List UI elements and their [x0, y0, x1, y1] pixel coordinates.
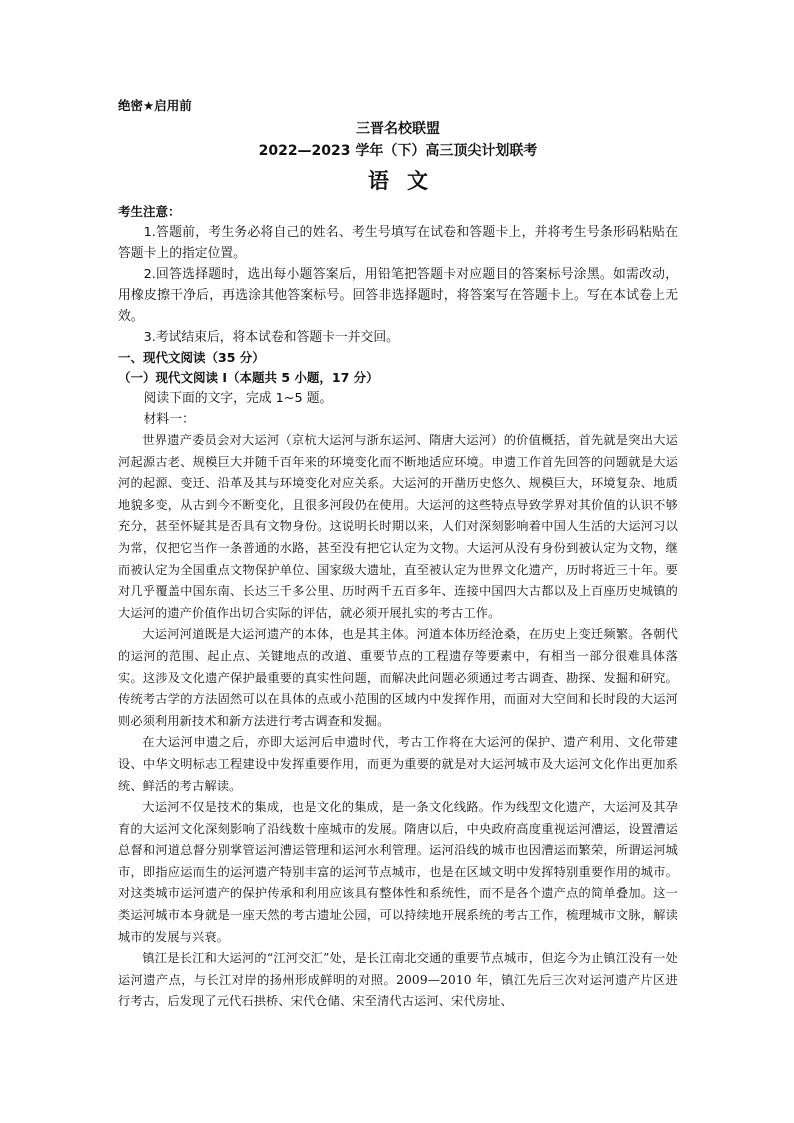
exam-page [118, 96, 678, 1013]
exam-title: 2022—2023 学年（下）高三顶尖计划联考 [258, 143, 538, 159]
passage-paragraph-1: 世界遗产委员会对大运河（京杭大运河与浙东运河、隋唐大运河）的价值概括，首先就是突出大运河起源古老、规模巨大并随千百年来的环境变化而不断地适应环境。申遗工作首先回答的问题就是大运河的起源、变迁、沿革及其与环境变化对应关系。大运河的开凿历史悠久、规模巨大，环境复杂、地质地貌多变，从古到今不断变化，且很多河段仍在使用。大运河的这些特点导致学界对其价值的认识不够充分，甚至怀疑其是否具有文物身份。这说明长时期以来，人们对深刻影响着中国人生活的大运河习以为常，仅把它当作一条普通的水路，甚至没有把它认定为文物。大运河从没有身份到被认定为文物，继而被认定为全国重点文物保护单位、国家级大遗址，直至被认定为世界文化遗产，历时将近三十年。要对几乎覆盖中国东南、长达三千多公里、历时两千五百多年、连接中国四大古都以及上百座历史城镇的大运河的遗产价值作出切合实际的评估，就必须开展扎实的考古工作。 [118, 433, 678, 620]
passage-paragraph-3: 在大运河申遗之后，亦即大运河后申遗时代，考古工作将在大运河的保护、遗产利用、文化带建设、中华文明标志工程建设中发挥重要作用，而更为重要的就是对大运河城市及大运河文化作出更加系统、鲜活的考古解读。 [118, 735, 678, 793]
notice-item-3: 3.考试结束后，将本试卷和答题卡一并交回。 [143, 330, 399, 345]
section-heading: 一、现代文阅读（35 分） [118, 350, 265, 365]
notice-item-1: 1.答题前，考生务必将自己的姓名、考生号填写在试卷和答题卡上，并将考生号条形码粘贴在答题卡上的指定位置。 [118, 225, 678, 261]
passage-paragraph-4: 大运河不仅是技术的集成，也是文化的集成，是一条文化线路。作为线型文化遗产，大运河及其孕育的大运河文化深刻影响了沿线数十座城市的发展。隋唐以后，中央政府高度重视运河漕运，设置漕运总督和河道总督分别掌管运河漕运管理和运河水利管理。运河沿线的城市也因漕运而繁荣，所谓运河城市，即指应运而生的运河遗产特别丰富的运河节点城市，也是在区域文明中发挥特别重要作用的城市。对这类城市运河遗产的保护传承和利用应该具有整体性和系统性，而不是各个遗产点的简单叠加。这一类运河城市本身就是一座天然的考古遗址公园，可以持续地开展系统的考古工作，梳理城市文脉，解读城市的发展与兴衰。 [118, 800, 678, 944]
reading-instruction: 阅读下面的文字，完成 1~5 题。 [143, 391, 333, 406]
notice-heading: 考生注意： [118, 204, 181, 219]
passage-paragraph-2: 大运河河道既是大运河遗产的本体，也是其主体。河道本体历经沧桑，在历史上变迁频繁。各朝代的运河的范围、起止点、关键地点的改道、重要节点的工程遗存等要素中，有相当一部分很难具体落实。这涉及文化遗产保护最重要的真实性问题，而解决此问题必须通过考古调查、勘探、发掘和研究。传统考古学的方法固然可以在具体的点或小范围的区域内中发挥作用，而面对大空间和长时段的大运河则必须利用新技术和新方法进行考古调查和发掘。 [118, 627, 678, 728]
material-label: 材料一： [143, 412, 195, 427]
secret-mark: 绝密★启用前 [118, 98, 192, 113]
subsection-heading: （一）现代文阅读 I（本题共 5 小题，17 分） [118, 370, 379, 385]
passage-paragraph-5: 镇江是长江和大运河的“江河交汇”处，是长江南北交通的重要节点城市，但迄今为止镇江没有一处运河遗产点，与长江对岸的扬州形成鲜明的对照。2009—2010 年，镇江先后三次对运河遗产片区进行考古，后发现了元代石拱桥、宋代仓储、宋至清代古运河、宋代房址、 [118, 951, 678, 1009]
organization-title: 三晋名校联盟 [356, 121, 440, 137]
notice-item-2: 2.回答选择题时，选出每小题答案后，用铅笔把答题卡对应题目的答案标号涂黑。如需改动，用橡皮擦干净后，再选涂其他答案标号。回答非选择题时，将答案写在答题卡上。写在本试卷上无效。 [118, 267, 678, 324]
subject-title: 语文 [368, 169, 446, 193]
